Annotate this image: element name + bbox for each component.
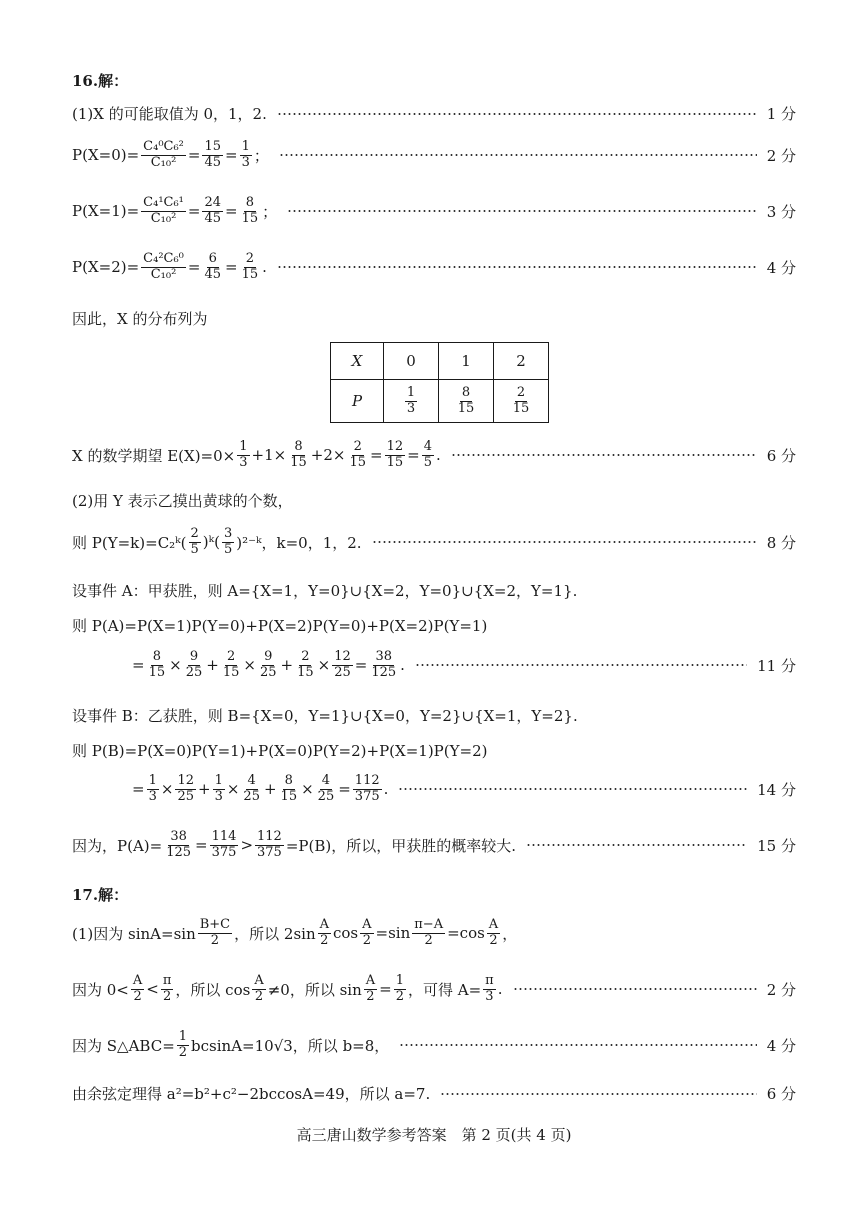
q16-line-14 — [132, 774, 796, 805]
q16-line-6-formula — [72, 440, 441, 471]
fraction — [347, 440, 368, 471]
formula-text: +2× — [310, 446, 346, 465]
denominator: 15 — [297, 664, 314, 680]
numerator: 2 — [226, 649, 236, 664]
denominator: 25 — [317, 788, 335, 804]
formula-text: . — [435, 446, 441, 465]
fraction — [316, 774, 337, 805]
formula-text: = — [354, 656, 368, 675]
denominator: 2 — [133, 988, 142, 1004]
denominator: 15 — [241, 210, 259, 226]
fraction — [221, 650, 242, 681]
q16-heading — [72, 70, 796, 91]
formula-text: X 的数学期望 E(X)=0× — [72, 446, 236, 465]
q16-line-11 — [132, 650, 796, 681]
denominator: 3 — [485, 988, 494, 1004]
numerator: 24 — [204, 195, 222, 210]
dot-leader — [440, 1093, 756, 1095]
fraction — [360, 918, 373, 949]
numerator: 38 — [375, 649, 393, 664]
fraction — [318, 918, 331, 949]
numerator: B+C — [199, 917, 231, 932]
fraction — [422, 440, 434, 471]
q16-line-15-formula — [72, 830, 516, 861]
dot-leader — [415, 664, 747, 666]
fraction — [405, 386, 417, 417]
q16-line-3 — [72, 196, 796, 227]
denominator: 375 — [211, 844, 237, 860]
numerator: 114 — [211, 829, 237, 844]
denominator: 2 — [178, 1044, 188, 1060]
numerator: C₄⁰C₆² — [143, 139, 184, 154]
denominator: 3 — [214, 788, 223, 804]
numerator: 2 — [353, 439, 362, 454]
q17-line-1-formula — [72, 918, 517, 949]
q16-line-4-formula — [72, 252, 267, 283]
denominator: 45 — [204, 210, 222, 226]
numerator: π−A — [414, 917, 444, 932]
fraction — [177, 1030, 189, 1061]
q17-heading — [72, 884, 796, 905]
numerator: 1 — [178, 1029, 188, 1044]
denominator: 2 — [320, 932, 329, 948]
denominator: 5 — [423, 454, 432, 470]
denominator: 5 — [223, 541, 233, 557]
fraction — [241, 774, 262, 805]
score-label: 15 分 — [757, 836, 796, 855]
score-label: 4 分 — [766, 1036, 796, 1055]
denominator: 2 — [489, 932, 498, 948]
formula-text: )ᵏ( — [202, 533, 220, 552]
formula-text: = — [225, 258, 238, 277]
q17-line-2 — [72, 974, 796, 1005]
numerator: A — [488, 917, 499, 932]
numerator: 1 — [241, 139, 250, 154]
fraction — [210, 830, 239, 861]
table-cell: 2 — [494, 343, 549, 380]
numerator: 2 — [516, 384, 526, 400]
numerator: 112 — [354, 773, 380, 788]
numerator: 9 — [264, 649, 273, 664]
formula-text: = — [369, 446, 383, 465]
denominator: 2 — [254, 988, 264, 1004]
denominator: 3 — [406, 400, 416, 416]
formula-text: 因为 0< — [72, 980, 129, 999]
q16-line-5 — [72, 308, 796, 329]
numerator: 2 — [245, 251, 255, 266]
formula-text: P(X=2)= — [72, 258, 140, 277]
denominator: 15 — [148, 664, 166, 680]
fraction — [295, 650, 316, 681]
score-label: 2 分 — [766, 146, 796, 165]
q16-line-15 — [72, 830, 796, 861]
table-cell — [384, 380, 439, 423]
numerator: 15 — [204, 139, 222, 154]
denominator: C₁₀² — [150, 154, 177, 170]
q16-line-9 — [72, 580, 796, 601]
q16-line-2 — [72, 140, 796, 171]
numerator: 8 — [284, 773, 293, 788]
denominator: 3 — [239, 454, 248, 470]
numerator: 38 — [170, 829, 187, 844]
denominator: 25 — [334, 664, 351, 680]
q16-line-2-formula — [72, 140, 269, 171]
q16-line-3-formula — [72, 196, 277, 227]
score-label: 3 分 — [766, 202, 796, 221]
formula-text: cos — [333, 924, 359, 943]
denominator: 25 — [177, 788, 194, 804]
fraction — [184, 650, 205, 681]
fraction — [511, 386, 532, 417]
table-row — [331, 380, 549, 423]
numerator: 6 — [208, 251, 217, 266]
q16-line-10-text: 则 P(A)=P(X=1)P(Y=0)+P(X=2)P(Y=0)+P(X=2)P(Y=1) — [72, 617, 488, 635]
formula-text: × — [160, 780, 174, 799]
fraction — [189, 527, 201, 558]
formula-text: × — [243, 656, 256, 675]
formula-text: ； — [262, 202, 278, 221]
fraction — [255, 830, 284, 861]
fraction — [237, 440, 249, 471]
numerator: 112 — [257, 829, 282, 844]
denominator: 2 — [162, 988, 172, 1004]
table-cell — [439, 380, 494, 423]
formula-text: + — [206, 656, 219, 675]
formula-text: = — [379, 980, 392, 999]
dot-leader — [287, 210, 757, 212]
fraction — [385, 440, 406, 471]
dot-leader — [277, 266, 757, 268]
score-label: 6 分 — [766, 1085, 796, 1103]
cell-text: X — [351, 352, 363, 370]
denominator: 25 — [259, 664, 277, 680]
formula-text: = — [225, 202, 238, 221]
q16-line-7-text: (2)用 Y 表示乙摸出黄球的个数， — [72, 492, 293, 510]
denominator: 125 — [166, 844, 192, 860]
denominator: 15 — [280, 788, 298, 804]
denominator: 15 — [512, 400, 530, 416]
denominator: 2 — [362, 932, 371, 948]
denominator: 2 — [424, 932, 433, 948]
fraction — [353, 774, 382, 805]
denominator: 15 — [222, 664, 240, 680]
formula-text: ，可得 A= — [408, 980, 482, 999]
denominator: 15 — [386, 454, 404, 470]
numerator: 12 — [334, 649, 351, 664]
numerator: 1 — [214, 773, 223, 788]
dot-leader — [277, 113, 757, 115]
formula-text: 因为，P(A)= — [72, 836, 163, 855]
q16-line-6 — [72, 440, 796, 471]
score-label: 2 分 — [766, 980, 796, 999]
fraction — [202, 196, 223, 227]
dot-leader — [526, 844, 747, 846]
q16-line-13-text: 则 P(B)=P(X=0)P(Y=1)+P(X=0)P(Y=2)+P(X=1)P(Y=2) — [72, 742, 488, 760]
numerator: 1 — [239, 439, 248, 454]
score-label: 8 分 — [766, 533, 796, 552]
formula-text: = — [338, 780, 351, 799]
numerator: C₄¹C₆¹ — [143, 195, 184, 210]
formula-text: × — [169, 656, 182, 675]
formula-text: × — [317, 656, 331, 675]
formula-text: > — [240, 836, 254, 855]
fraction — [141, 252, 186, 283]
table-cell: 0 — [384, 343, 439, 380]
q16-line-11-formula — [132, 650, 405, 681]
numerator: 12 — [177, 773, 194, 788]
formula-text: = — [132, 780, 145, 799]
q16-heading-text: 16.解： — [72, 72, 129, 90]
table-cell — [331, 380, 384, 423]
q17-heading-text: 17.解： — [72, 886, 129, 904]
fraction — [222, 527, 234, 558]
fraction — [240, 196, 261, 227]
formula-text: =sin — [375, 924, 411, 943]
denominator: 2 — [395, 988, 404, 1004]
formula-text: )²⁻ᵏ，k=0，1，2. — [236, 533, 362, 552]
formula-text: = — [195, 836, 208, 855]
denominator: C₁₀² — [150, 266, 177, 282]
numerator: π — [485, 973, 494, 988]
formula-text: ≠0，所以 sin — [267, 980, 362, 999]
fraction — [141, 140, 186, 171]
page-footer: 高三唐山数学参考答案 第 2 页(共 4 页) — [296, 1126, 572, 1144]
formula-text: ， — [502, 924, 518, 943]
numerator: 2 — [190, 526, 199, 541]
formula-text: < — [146, 980, 159, 999]
fraction — [175, 774, 196, 805]
score-label: 11 分 — [757, 656, 796, 675]
formula-text: ，所以 2sin — [234, 924, 316, 943]
formula-text: (1)因为 sinA=sin — [72, 924, 196, 943]
formula-text: +1× — [251, 446, 287, 465]
dot-leader — [399, 1044, 756, 1046]
numerator: 8 — [152, 649, 161, 664]
numerator: 8 — [294, 439, 303, 454]
numerator: A — [132, 973, 143, 988]
numerator: A — [319, 917, 329, 932]
formula-text: = — [187, 146, 201, 165]
fraction — [147, 650, 168, 681]
numerator: 9 — [189, 649, 199, 664]
fraction — [240, 252, 261, 283]
fraction — [483, 974, 496, 1005]
denominator: 15 — [457, 400, 475, 416]
table-row — [331, 343, 549, 380]
dot-leader — [398, 788, 747, 790]
formula-text: P(X=0)= — [72, 146, 140, 165]
score-label: 4 分 — [766, 258, 796, 277]
dot-leader — [513, 988, 757, 990]
q17-line-2-formula — [72, 974, 503, 1005]
denominator: 45 — [204, 154, 222, 170]
formula-text: 因为 S△ABC= — [72, 1036, 175, 1055]
fraction — [394, 974, 406, 1005]
numerator: A — [365, 973, 376, 988]
fraction — [288, 440, 309, 471]
denominator: 15 — [349, 454, 366, 470]
denominator: 3 — [241, 154, 250, 170]
q16-line-12 — [72, 705, 796, 726]
denominator: C₁₀² — [150, 210, 177, 226]
formula-text: 则 P(Y=k)=C₂ᵏ( — [72, 533, 187, 552]
formula-text: × — [301, 780, 314, 799]
numerator: 8 — [461, 384, 471, 400]
q16-line-8 — [72, 527, 796, 558]
numerator: 4 — [423, 439, 432, 454]
score-label: 1 分 — [766, 105, 796, 123]
q17-line-4 — [72, 1083, 796, 1104]
formula-text: ； — [253, 146, 269, 165]
q17-line-1 — [72, 918, 796, 949]
denominator: 375 — [354, 788, 380, 804]
formula-text: = — [187, 202, 201, 221]
fraction — [147, 774, 159, 805]
fraction — [332, 650, 353, 681]
formula-text: + — [280, 656, 294, 675]
table-cell — [494, 380, 549, 423]
score-label: 14 分 — [757, 780, 796, 799]
formula-text: . — [383, 780, 389, 799]
q17-line-3 — [72, 1030, 796, 1061]
q16-line-1-text: (1)X 的可能取值为 0，1，2. — [72, 105, 267, 123]
fraction — [164, 830, 193, 861]
denominator: 5 — [190, 541, 199, 557]
denominator: 15 — [290, 454, 307, 470]
formula-text: = — [407, 446, 420, 465]
fraction — [202, 252, 223, 283]
fraction — [161, 974, 174, 1005]
denominator: 25 — [185, 664, 203, 680]
fraction — [198, 918, 232, 949]
fraction — [412, 918, 445, 949]
fraction — [258, 650, 279, 681]
formula-text: + — [263, 780, 277, 799]
formula-text: ，所以 cos — [175, 980, 251, 999]
q16-line-4 — [72, 252, 796, 283]
formula-text: =cos — [447, 924, 485, 943]
dot-leader — [451, 454, 757, 456]
fraction — [252, 974, 265, 1005]
formula-text: = — [132, 656, 145, 675]
q16-line-14-formula — [132, 774, 388, 805]
q16-line-13 — [72, 740, 796, 761]
numerator: π — [162, 973, 172, 988]
fraction — [364, 974, 377, 1005]
fraction — [213, 774, 225, 805]
table-cell — [331, 343, 384, 380]
fraction — [131, 974, 144, 1005]
q16-line-9-text: 设事件 A：甲获胜，则 A={X=1，Y=0}∪{X=2，Y=0}∪{X=2，Y=1}. — [72, 582, 578, 600]
formula-text: . — [497, 980, 503, 999]
denominator: 375 — [257, 844, 282, 860]
fraction — [240, 140, 252, 171]
q17-line-3-formula — [72, 1030, 389, 1061]
fraction — [487, 918, 500, 949]
denominator: 25 — [243, 788, 260, 804]
table-cell: 1 — [439, 343, 494, 380]
formula-text: =P(B)，所以，甲获胜的概率较大. — [285, 836, 517, 855]
q16-line-1 — [72, 103, 796, 124]
q16-line-12-text: 设事件 B：乙获胜，则 B={X=0，Y=1}∪{X=0，Y=2}∪{X=1，Y=2}. — [72, 707, 578, 725]
numerator: 1 — [406, 384, 416, 400]
numerator: 4 — [321, 773, 331, 788]
numerator: C₄²C₆⁰ — [143, 251, 184, 266]
q16-line-7 — [72, 490, 796, 511]
q16-line-8-formula — [72, 527, 362, 558]
fraction — [279, 774, 300, 805]
numerator: 1 — [395, 973, 404, 988]
score-label: 6 分 — [766, 446, 796, 465]
denominator: 125 — [371, 664, 397, 680]
cell-text: P — [351, 392, 363, 410]
formula-text: bcsinA=10√3，所以 b=8， — [191, 1036, 390, 1055]
denominator: 2 — [366, 988, 375, 1004]
denominator: 15 — [241, 266, 259, 282]
denominator: 3 — [148, 788, 157, 804]
fraction — [369, 650, 398, 681]
fraction — [202, 140, 223, 171]
dot-leader — [372, 541, 757, 543]
numerator: 8 — [245, 195, 255, 210]
denominator: 2 — [210, 932, 220, 948]
formula-text: + — [197, 780, 211, 799]
formula-text: = — [187, 258, 201, 277]
numerator: 4 — [247, 773, 256, 788]
numerator: A — [362, 917, 372, 932]
dot-leader — [279, 154, 757, 156]
formula-text: = — [225, 146, 238, 165]
q16-line-5-text: 因此，X 的分布列为 — [72, 310, 208, 328]
formula-text: . — [262, 258, 267, 277]
numerator: 12 — [386, 439, 404, 454]
formula-text: . — [400, 656, 405, 675]
distribution-table — [330, 342, 549, 423]
formula-text: × — [226, 780, 240, 799]
q16-line-10 — [72, 615, 796, 636]
fraction — [141, 196, 186, 227]
denominator: 45 — [204, 266, 222, 282]
numerator: 1 — [148, 773, 157, 788]
formula-text: P(X=1)= — [72, 202, 140, 221]
fraction — [456, 386, 477, 417]
numerator: 3 — [223, 526, 233, 541]
numerator: 2 — [301, 649, 310, 664]
numerator: A — [254, 973, 264, 988]
q17-line-4-text: 由余弦定理得 a²=b²+c²−2bccosA=49，所以 a=7. — [72, 1085, 431, 1103]
